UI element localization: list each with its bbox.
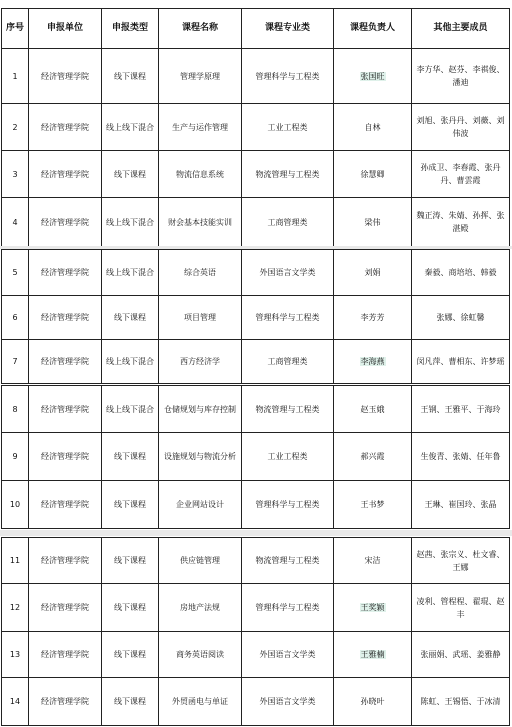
cell-category: 管理科学与工程类: [242, 296, 334, 340]
cell-no: 1: [2, 49, 29, 104]
cell-unit: 经济管理学院: [29, 386, 102, 433]
table-row: [2, 538, 510, 584]
cell-unit: 经济管理学院: [29, 151, 102, 198]
cell-members: 刘旭、张丹丹、刘薇、刘伟波: [412, 104, 510, 151]
cell-no: 4: [2, 198, 29, 247]
cell-type: 线上线下混合: [102, 386, 159, 433]
cell-no: 13: [2, 632, 29, 678]
cell-category: 物流管理与工程类: [242, 151, 334, 198]
cell-leader: 自林: [334, 104, 412, 151]
table-row: [2, 584, 510, 632]
table-row: [2, 481, 510, 529]
cell-type: 线下课程: [102, 632, 159, 678]
course-table-segment-1: [1, 8, 510, 247]
cell-members: 魏正涛、朱婧、孙挥、张湛殿: [412, 198, 510, 247]
course-table-segment-3: [1, 385, 510, 529]
cell-no: 8: [2, 386, 29, 433]
cell-category: 外国语言文学类: [242, 632, 334, 678]
table-row: [2, 433, 510, 481]
cell-members: 王钢、王雅平、于海玲: [412, 386, 510, 433]
cell-members: 闵凡萍、曹相东、许梦瑶: [412, 340, 510, 384]
cell-course: 综合英语: [159, 250, 242, 296]
cell-category: 工业工程类: [242, 433, 334, 481]
cell-type: 线下课程: [102, 296, 159, 340]
cell-members: 赵茜、张宗义、杜文睿、王娜: [412, 538, 510, 584]
cell-unit: 经济管理学院: [29, 198, 102, 247]
cell-type: 线上线下混合: [102, 198, 159, 247]
cell-no: 6: [2, 296, 29, 340]
cropped-top-text: [0, 0, 512, 8]
cell-course: 项目管理: [159, 296, 242, 340]
cell-leader: 李海燕: [334, 340, 412, 384]
header-type: 申报类型: [102, 9, 159, 49]
cell-course: 供应链管理: [159, 538, 242, 584]
cell-category: 管理科学与工程类: [242, 584, 334, 632]
header-course: 课程名称: [159, 9, 242, 49]
cell-course: 生产与运作管理: [159, 104, 242, 151]
table-row: [2, 104, 510, 151]
cell-leader: 宋洁: [334, 538, 412, 584]
cell-members: 秦毅、商培培、韩毅: [412, 250, 510, 296]
cell-type: 线下课程: [102, 49, 159, 104]
table-row: [2, 340, 510, 384]
cell-no: 10: [2, 481, 29, 529]
cell-leader: 刘娟: [334, 250, 412, 296]
cell-members: 孙成卫、李春霞、张丹丹、曹雲霞: [412, 151, 510, 198]
cell-no: 14: [2, 678, 29, 726]
cell-no: 3: [2, 151, 29, 198]
table-row: [2, 296, 510, 340]
table-row: [2, 151, 510, 198]
table-row: [2, 49, 510, 104]
cell-type: 线下课程: [102, 481, 159, 529]
header-unit: 申报单位: [29, 9, 102, 49]
cell-leader: 李芳芳: [334, 296, 412, 340]
cell-category: 管理科学与工程类: [242, 49, 334, 104]
cell-category: 管理科学与工程类: [242, 481, 334, 529]
course-table-segment-4: [1, 537, 510, 726]
cell-leader: 梁伟: [334, 198, 412, 247]
cell-course: 设施规划与物流分析: [159, 433, 242, 481]
cell-category: 工商管理类: [242, 198, 334, 247]
cell-members: 生俊青、张婧、任年鲁: [412, 433, 510, 481]
cell-category: 外国语言文学类: [242, 250, 334, 296]
cell-course: 商务英语阅读: [159, 632, 242, 678]
cell-unit: 经济管理学院: [29, 584, 102, 632]
table-row: [2, 678, 510, 726]
cell-unit: 经济管理学院: [29, 678, 102, 726]
header-row: [2, 9, 510, 49]
cell-members: 张娜、徐虹馨: [412, 296, 510, 340]
cell-unit: 经济管理学院: [29, 481, 102, 529]
cell-members: 凌利、管程程、翟琨、赵丰: [412, 584, 510, 632]
cell-category: 工商管理类: [242, 340, 334, 384]
header-category: 课程专业类: [242, 9, 334, 49]
cell-unit: 经济管理学院: [29, 340, 102, 384]
cell-course: 仓储规划与库存控制: [159, 386, 242, 433]
cell-type: 线下课程: [102, 433, 159, 481]
cell-type: 线下课程: [102, 151, 159, 198]
cell-category: 物流管理与工程类: [242, 386, 334, 433]
cell-members: 李方华、赵芬、李祺俊、潘迪: [412, 49, 510, 104]
header-no: 序号: [2, 9, 29, 49]
cell-leader: 王雅楠: [334, 632, 412, 678]
cell-unit: 经济管理学院: [29, 296, 102, 340]
cell-unit: 经济管理学院: [29, 538, 102, 584]
cell-members: 张丽娟、武瑶、姜雅静: [412, 632, 510, 678]
cell-leader: 王书梦: [334, 481, 412, 529]
cell-type: 线下课程: [102, 538, 159, 584]
cell-type: 线下课程: [102, 678, 159, 726]
header-leader: 课程负责人: [334, 9, 412, 49]
table-row: [2, 250, 510, 296]
header-members: 其他主要成员: [412, 9, 510, 49]
cell-course: 房地产法规: [159, 584, 242, 632]
cell-category: 外国语言文学类: [242, 678, 334, 726]
cell-type: 线上线下混合: [102, 340, 159, 384]
cell-no: 7: [2, 340, 29, 384]
cell-category: 物流管理与工程类: [242, 538, 334, 584]
cell-leader: 徐慧卿: [334, 151, 412, 198]
cell-unit: 经济管理学院: [29, 104, 102, 151]
cell-course: 管理学原理: [159, 49, 242, 104]
cell-no: 2: [2, 104, 29, 151]
table-row: [2, 386, 510, 433]
cell-course: 物流信息系统: [159, 151, 242, 198]
cell-course: 外贸函电与单证: [159, 678, 242, 726]
page-break: [0, 530, 512, 536]
cell-no: 12: [2, 584, 29, 632]
cell-leader: 孙晓叶: [334, 678, 412, 726]
cell-unit: 经济管理学院: [29, 49, 102, 104]
cell-members: 王琳、崔国玲、张晶: [412, 481, 510, 529]
cell-type: 线上线下混合: [102, 104, 159, 151]
cell-leader: 郝兴霞: [334, 433, 412, 481]
cell-no: 5: [2, 250, 29, 296]
cell-leader: 王奖颖: [334, 584, 412, 632]
course-table-segment-2: [1, 249, 510, 384]
cell-type: 线下课程: [102, 584, 159, 632]
cell-unit: 经济管理学院: [29, 632, 102, 678]
cell-no: 9: [2, 433, 29, 481]
cell-no: 11: [2, 538, 29, 584]
cell-leader: 赵玉娥: [334, 386, 412, 433]
cell-course: 西方经济学: [159, 340, 242, 384]
cell-category: 工业工程类: [242, 104, 334, 151]
cell-course: 财会基本技能实训: [159, 198, 242, 247]
cell-leader: 张国旺: [334, 49, 412, 104]
cell-unit: 经济管理学院: [29, 250, 102, 296]
table-row: [2, 198, 510, 247]
cell-members: 陈虹、王锡悟、于冰清: [412, 678, 510, 726]
cell-type: 线上线下混合: [102, 250, 159, 296]
table-row: [2, 632, 510, 678]
cell-course: 企业网站设计: [159, 481, 242, 529]
cell-unit: 经济管理学院: [29, 433, 102, 481]
